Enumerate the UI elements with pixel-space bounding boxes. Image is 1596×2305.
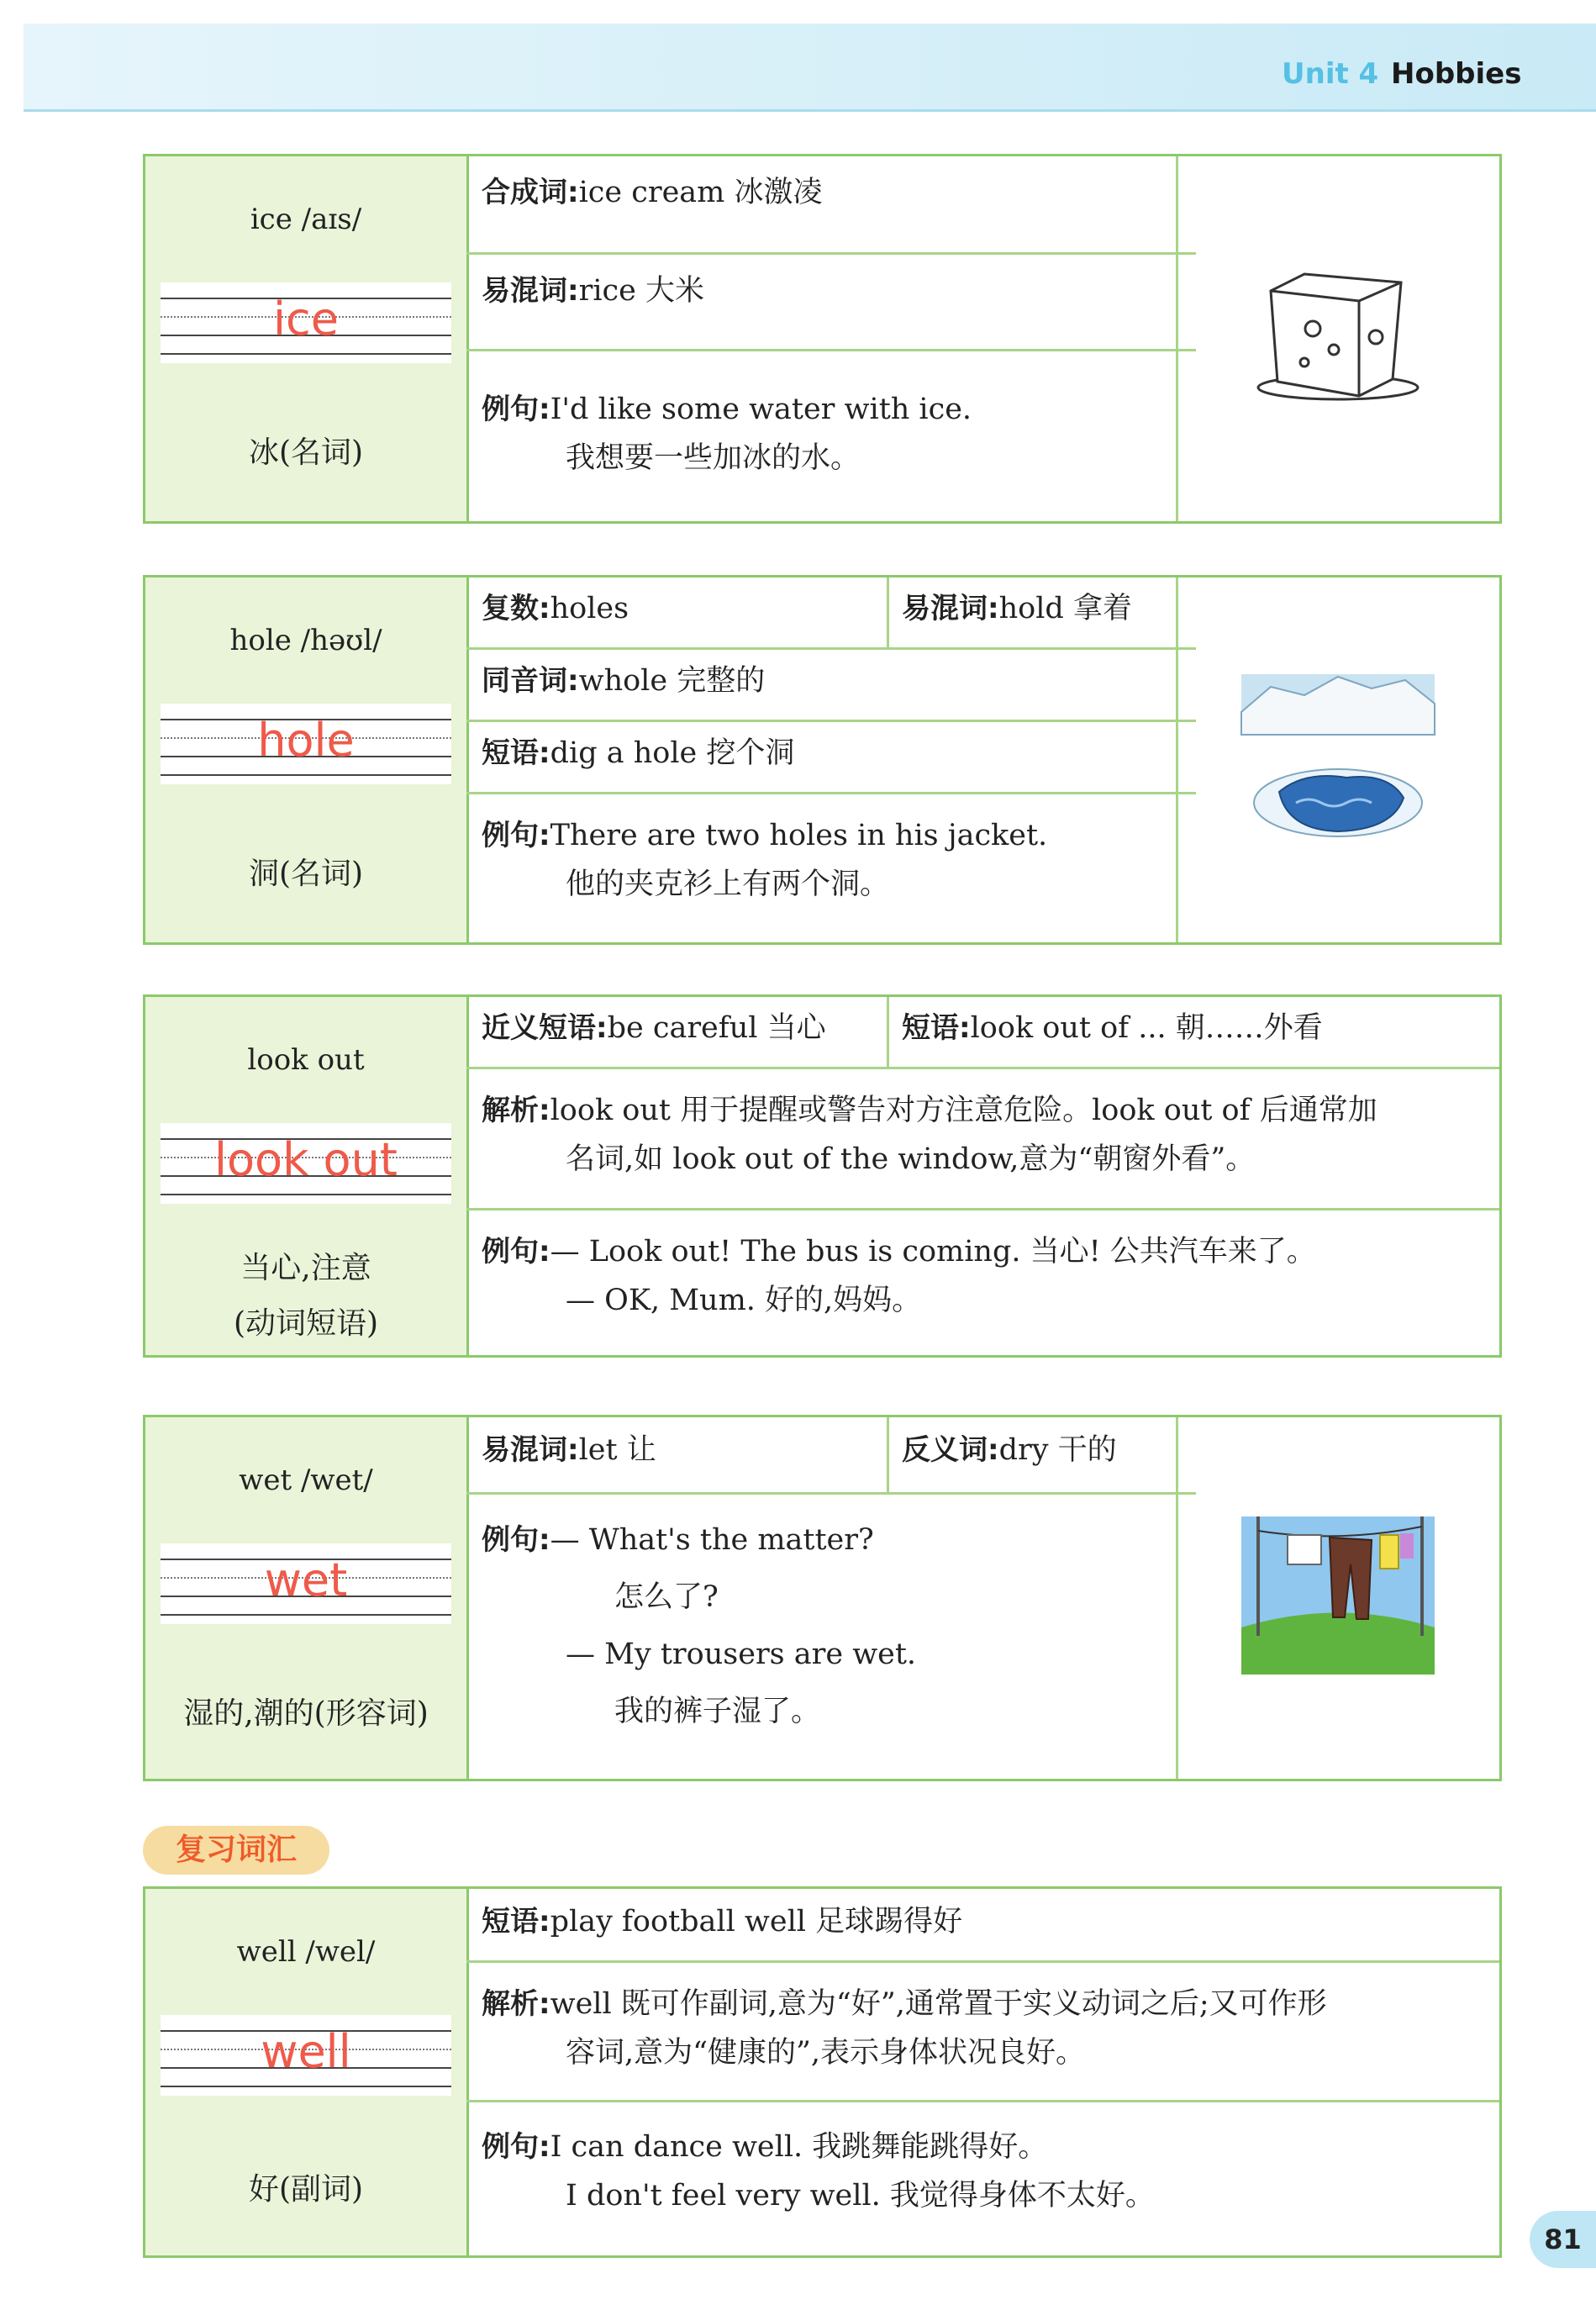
review-vocabulary-tag: 复习词汇 [143, 1826, 329, 1875]
example-row [466, 2102, 1499, 2255]
plural-row [466, 578, 887, 650]
ice-hole-icon [1178, 578, 1499, 942]
word-meaning: 湿的,潮的(形容词) [183, 1696, 429, 1731]
row-label: 解析: [482, 1094, 550, 1127]
homophone-row [466, 650, 1196, 722]
header-title: Hobbies [1391, 57, 1522, 91]
ice-cube-icon [1178, 156, 1499, 521]
trace-word: hole [257, 714, 355, 767]
row-label: 短语: [902, 1011, 971, 1045]
row-text: let 让 [578, 1433, 656, 1467]
writing-lines [161, 2015, 451, 2096]
example-row [466, 1211, 1499, 1355]
vocab-card-wet [143, 1415, 1502, 1781]
word-phonetic: well /wel/ [236, 1935, 376, 1969]
row-text: play football well 足球踢得好 [550, 1905, 963, 1938]
row-label: 反义词: [902, 1433, 999, 1467]
row-text: be careful 当心 [607, 1011, 826, 1045]
phrase-row [887, 997, 1499, 1069]
row-translation: 我的裤子湿了。 [614, 1695, 821, 1728]
row-label: 短语: [482, 1905, 550, 1938]
row-label: 同音词: [482, 664, 579, 698]
wet-clothes-icon [1178, 1417, 1499, 1779]
trace-word: look out [214, 1133, 398, 1186]
row-text: holes [550, 592, 629, 625]
row-translation: 我想要一些加冰的水。 [566, 441, 861, 475]
analysis-row [466, 1963, 1499, 2102]
picture-column [1176, 578, 1499, 942]
row-text: — Look out! The bus is coming. 当心! 公共汽车来了。 [550, 1235, 1316, 1269]
row-label: 例句: [482, 1523, 550, 1557]
word-column [145, 578, 469, 942]
row-translation: 他的夹克衫上有两个洞。 [566, 868, 890, 901]
compound-row [466, 156, 1196, 255]
row-text: whole 完整的 [578, 664, 766, 698]
example-row [466, 1495, 1196, 1779]
confusable-row [466, 1417, 887, 1495]
writing-lines [161, 1543, 451, 1624]
header-unit: Unit 4 [1282, 57, 1379, 91]
row-example-2: I don't feel very well. 我觉得身体不太好。 [566, 2179, 1155, 2213]
vocab-card-look-out [143, 994, 1502, 1358]
row-text: well 既可作副词,意为“好”,通常置于实义动词之后;又可作形 [550, 1987, 1327, 2021]
word-column [145, 1417, 469, 1779]
word-phonetic: ice /aɪs/ [250, 203, 362, 236]
row-label: 例句: [482, 393, 550, 426]
row-translation: 怎么了? [614, 1580, 719, 1614]
vocab-card-well [143, 1886, 1502, 2258]
writing-lines [161, 282, 451, 363]
row-text: — What's the matter? [550, 1523, 874, 1557]
confusable-row [887, 578, 1196, 650]
row-text-continued: 名词,如 look out of the window,意为“朝窗外看”。 [566, 1142, 1256, 1176]
row-dialogue-reply: — OK, Mum. 好的,妈妈。 [566, 1284, 922, 1317]
row-label: 易混词: [482, 1433, 579, 1467]
word-column [145, 156, 469, 521]
word-column [145, 1889, 469, 2255]
vocab-card-ice [143, 154, 1502, 524]
row-text-continued: 容词,意为“健康的”,表示身体状况良好。 [566, 2036, 1086, 2070]
picture-column [1176, 156, 1499, 521]
phrase-row [466, 1889, 1499, 1963]
word-meaning: 冰(名词) [248, 435, 364, 470]
word-meaning: 好(副词) [248, 2172, 364, 2207]
row-label: 近义短语: [482, 1011, 608, 1045]
antonym-row [887, 1417, 1196, 1495]
cell-divider [887, 997, 889, 1069]
writing-lines [161, 704, 451, 784]
phrase-row [466, 722, 1196, 794]
row-label: 短语: [482, 736, 550, 770]
word-meaning: 当心,注意 [240, 1251, 371, 1285]
word-meaning: 洞(名词) [248, 857, 364, 891]
word-phonetic: hole /həʊl/ [229, 624, 382, 657]
writing-lines [161, 1123, 451, 1204]
row-label: 合成词: [482, 176, 579, 209]
example-row [466, 794, 1196, 942]
word-phonetic: wet /wet/ [239, 1464, 373, 1497]
row-label: 复数: [482, 592, 550, 625]
row-text: I'd like some water with ice. [550, 393, 972, 426]
trace-word: well [261, 2025, 351, 2078]
picture-column [1176, 1417, 1499, 1779]
cell-divider [887, 578, 889, 650]
row-label: 易混词: [902, 592, 999, 625]
row-text: There are two holes in his jacket. [550, 819, 1048, 852]
row-label: 易混词: [482, 274, 579, 308]
vocab-card-hole [143, 575, 1502, 945]
row-label: 例句: [482, 2130, 550, 2164]
trace-word: ice [273, 293, 339, 345]
row-text: hold 拿着 [998, 592, 1132, 625]
row-text: dry 干的 [998, 1433, 1117, 1467]
word-column [145, 997, 469, 1355]
word-phonetic: look out [247, 1043, 365, 1077]
row-text: look out 用于提醒或警告对方注意危险。look out of 后通常加 [550, 1094, 1377, 1127]
cell-divider [887, 1417, 889, 1495]
row-text: rice 大米 [578, 274, 704, 308]
row-label: 例句: [482, 1235, 550, 1269]
row-text: look out of ... 朝……外看 [970, 1011, 1323, 1045]
row-text: I can dance well. 我跳舞能跳得好。 [550, 2130, 1048, 2164]
example-row [466, 351, 1196, 521]
row-dialogue-reply: — My trousers are wet. [566, 1638, 917, 1671]
analysis-row [466, 1069, 1499, 1211]
word-part-of-speech: (动词短语) [233, 1306, 379, 1341]
row-text: dig a hole 挖个洞 [550, 736, 795, 770]
synonym-row [466, 997, 887, 1069]
confusable-row [466, 255, 1196, 351]
trace-word: wet [264, 1553, 348, 1606]
page-number: 81 [1530, 2211, 1596, 2268]
row-text: ice cream 冰激凌 [578, 176, 823, 209]
row-label: 例句: [482, 819, 550, 852]
row-label: 解析: [482, 1987, 550, 2021]
